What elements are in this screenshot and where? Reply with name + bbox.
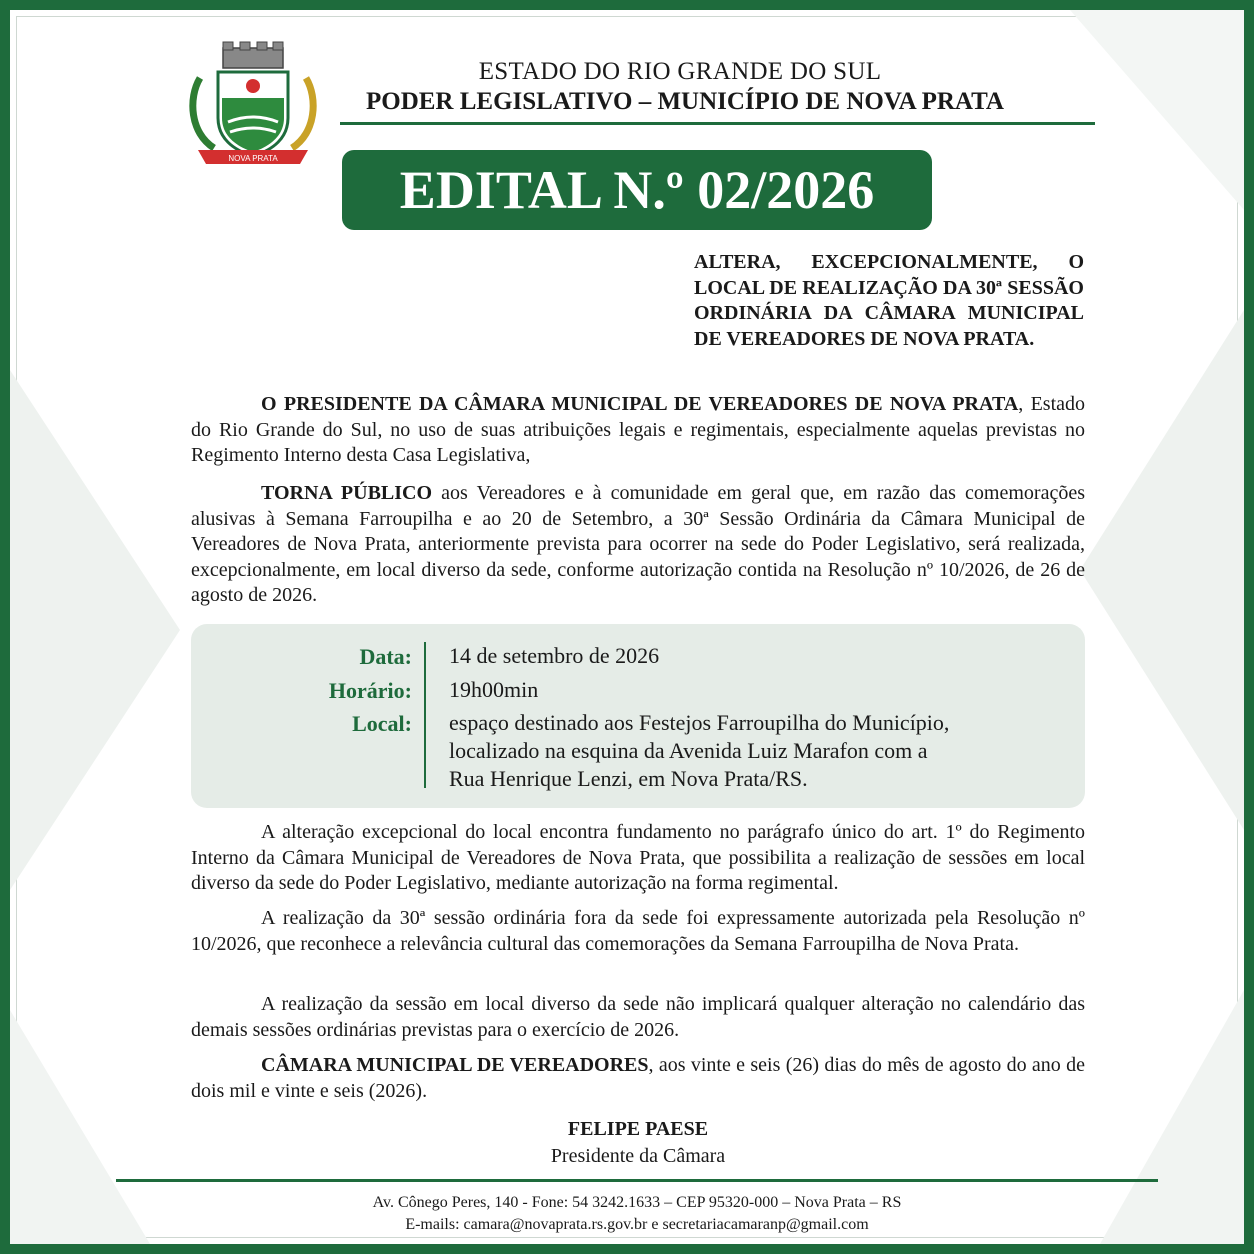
calendar-paragraph (191, 992, 1085, 1043)
place-value-line-2: localizado na esquina da Avenida Luiz Marafon com a (449, 738, 928, 763)
header-divider (340, 122, 1095, 125)
footer-divider (116, 1179, 1158, 1182)
date-label: Data: (359, 644, 412, 669)
signatory-name: FELIPE PAESE (567, 1118, 709, 1140)
authorization-paragraph (191, 906, 1085, 957)
announcement-bold: TORNA PÚBLICO (261, 482, 433, 504)
date-value: 14 de setembro de 2026 (449, 643, 660, 668)
closing-text: , aos vinte e seis (26) dias do mês de agosto do ano de dois mil e vinte e seis (2026). (191, 1054, 1085, 1102)
announcement-text: aos Vereadores e à comunidade em geral que, em razão das comemorações alusivas à Semana Farroupilha e ao 20 de Setembro, a 30ª Sessão Ordinária da Câmara Municipal de Vereadores de Nova Prata, anteriormente prevista para ocorrer na sede do Poder Legislativo, será realizada, excepcionalmente, em local diverso da sede, conforme autorização contida na Resolução nº 10/2026, de 26 de agosto de 2026. (191, 482, 1085, 607)
ementa: ALTERA, EXCEPCIONALMENTE, O LOCAL DE REALIZAÇÃO DA 30ª SESSÃO ORDINÁRIA DA CÂMARA MUNICIPAL DE VEREADORES DE NOVA PRATA. (694, 251, 1084, 350)
closing-bold: CÂMARA MUNICIPAL DE VEREADORES (261, 1054, 649, 1076)
edital-title: EDITAL N.º 02/2026 (342, 150, 932, 230)
signatory-role: Presidente da Câmara (550, 1145, 726, 1167)
calendar-text: A realização da sessão em local diverso da sede não implicará qualquer alteração no calendário das demais sessões ordinárias previstas para o exercício de 2026. (191, 993, 1085, 1041)
state-name: ESTADO DO RIO GRANDE DO SUL (478, 58, 882, 85)
place-label: Local: (352, 711, 412, 736)
legal-basis-paragraph (191, 820, 1085, 897)
time-label: Horário: (328, 678, 412, 703)
preamble-bold: O PRESIDENTE DA CÂMARA MUNICIPAL DE VEREADORES DE NOVA PRATA (261, 393, 1019, 415)
coat-of-arms-icon (178, 38, 328, 180)
crown-icon (223, 42, 283, 68)
time-value: 19h00min (449, 677, 539, 702)
preamble-paragraph (191, 392, 1085, 469)
details-divider (424, 642, 426, 788)
footer-address: Av. Cônego Peres, 140 - Fone: 54 3242.1633 – CEP 95320-000 – Nova Prata – RS (372, 1194, 902, 1211)
svg-text:NOVA PRATA: NOVA PRATA (228, 154, 278, 163)
legal-basis-text: A alteração excepcional do local encontra fundamento no parágrafo único do art. 1º do Regimento Interno da Câmara Municipal de Vereadores de Nova Prata, que possibilita a realização de sessões em local diverso da sede do Poder Legislativo, mediante autorização na forma regimental. (191, 821, 1085, 895)
footer-emails: E-mails: camara@novaprata.rs.gov.br e secretariacamaranp@gmail.com (405, 1216, 869, 1233)
announcement-paragraph (191, 481, 1085, 609)
closing-paragraph (191, 1053, 1085, 1104)
institution-name: PODER LEGISLATIVO – MUNICÍPIO DE NOVA PRATA (365, 88, 1004, 115)
preamble-text: , Estado do Rio Grande do Sul, no uso de suas atribuições legais e regimentais, especialmente aquelas previstas no Regimento Interno desta Casa Legislativa, (191, 393, 1085, 467)
authorization-text: A realização da 30ª sessão ordinária fora da sede foi expressamente autorizada pela Resolução nº 10/2026, que reconhece a relevância cultural das comemorações da Semana Farroupilha de Nova Prata. (191, 907, 1085, 955)
place-value-line-1: espaço destinado aos Festejos Farroupilha do Município, (449, 710, 950, 735)
place-value-line-3: Rua Henrique Lenzi, em Nova Prata/RS. (449, 766, 808, 791)
